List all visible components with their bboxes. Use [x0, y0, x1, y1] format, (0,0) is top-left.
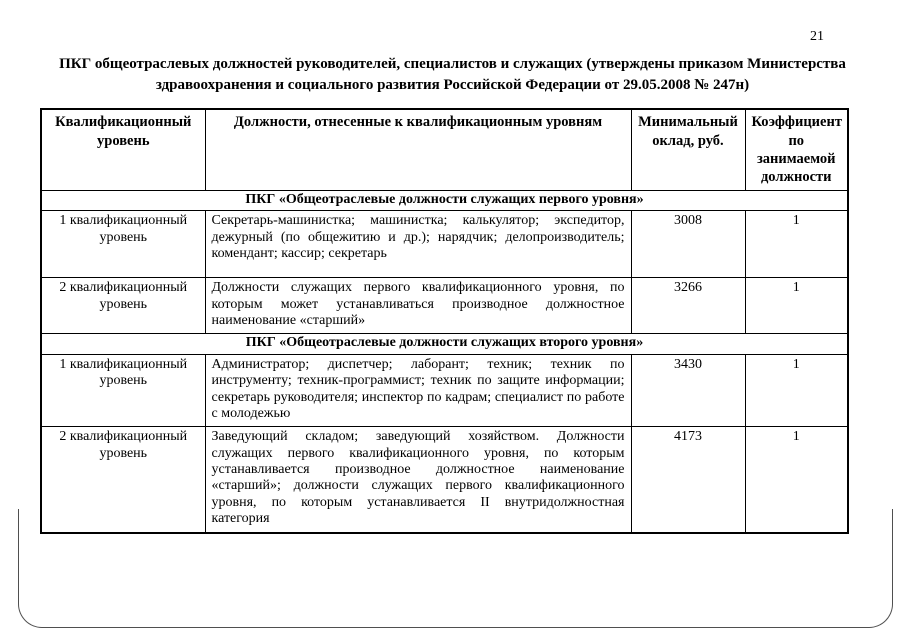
table-row	[41, 427, 848, 533]
header-positions: Должности, отнесенные к квалификационным уровням	[205, 109, 631, 190]
cell-qualification-level: 2 квалификационный уровень	[41, 427, 205, 533]
table-row	[41, 211, 848, 278]
cell-qualification-level: 1 квалификационный уровень	[41, 211, 205, 278]
cell-coefficient: 1	[745, 211, 848, 278]
section-title: ПКГ «Общеотраслевые должности служащих первого уровня»	[41, 190, 848, 210]
section-row-first-level	[41, 190, 848, 210]
cell-positions: Секретарь-машинистка; машинистка; калькулятор; экспедитор, дежурный (по общежитию и др.); нарядчик; делопроизводитель; комендант; кассир; секретарь	[205, 211, 631, 278]
cell-minimum-salary: 3266	[631, 278, 745, 334]
table-row	[41, 354, 848, 427]
cell-positions: Администратор; диспетчер; лаборант; техник; техник по инструменту; техник-программист; техник по защите информации; секретарь руководителя; инспектор по кадрам; специалист по работе с молодежью	[205, 354, 631, 427]
cell-minimum-salary: 3008	[631, 211, 745, 278]
cell-coefficient: 1	[745, 354, 848, 427]
page-number: 21	[810, 29, 824, 44]
cell-qualification-level: 2 квалификационный уровень	[41, 278, 205, 334]
cell-minimum-salary: 3430	[631, 354, 745, 427]
section-title: ПКГ «Общеотраслевые должности служащих второго уровня»	[41, 334, 848, 354]
table-header-row	[41, 109, 848, 190]
cell-minimum-salary: 4173	[631, 427, 745, 533]
header-coefficient: Коэффициент по занимаемой должности	[745, 109, 848, 190]
header-minimum-salary: Минимальный оклад, руб.	[631, 109, 745, 190]
cell-positions: Заведующий складом; заведующий хозяйством. Должности служащих первого квалификационного уровня, по которым устанавливается производное должностное наименование «старший»; должности служащих первого квалификационного уровня, по которым устанавливается II внутридолжностная категория	[205, 427, 631, 533]
pkg-positions-table	[40, 108, 849, 533]
section-row-second-level	[41, 334, 848, 354]
table-row	[41, 278, 848, 334]
document-title: ПКГ общеотраслевых должностей руководителей, специалистов и служащих (утверждены приказом Министерства здравоохранения и социального развития Российской Федерации от 29.05.2008 № 247н)	[59, 56, 846, 93]
header-qualification-level: Квалификационный уровень	[41, 109, 205, 190]
cell-coefficient: 1	[745, 278, 848, 334]
cell-qualification-level: 1 квалификационный уровень	[41, 354, 205, 427]
cell-coefficient: 1	[745, 427, 848, 533]
cell-positions: Должности служащих первого квалификационного уровня, по которым может устанавливаться производное должностное наименование «старший»	[205, 278, 631, 334]
